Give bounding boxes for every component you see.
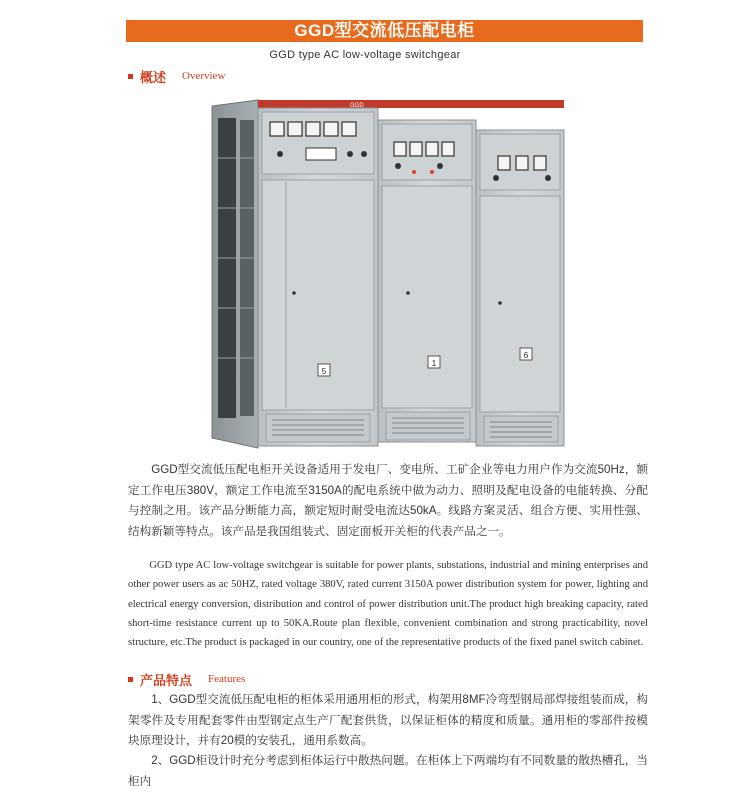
page-subtitle: GGD type AC low-voltage switchgear bbox=[269, 49, 461, 61]
cabinet-label: GGD bbox=[448, 114, 462, 120]
page-title: GGD型交流低压配电柜 bbox=[126, 20, 643, 42]
cabinet-label: GGD bbox=[532, 124, 546, 130]
panel-number: 1 bbox=[431, 359, 437, 368]
features-heading-en: Features bbox=[208, 673, 246, 685]
features-heading-zh: 产品特点 bbox=[140, 672, 193, 688]
overview-text-zh: GGD型交流低压配电柜开关设备适用于发电厂、变电所、工矿企业等电力用户作为交流50Hz，额定工作电压380V，额定工作电流至3150A的配电系统中做为动力、照明及配电设备的电能转换、分配与控制之用。该产品分断能力高，额定短时耐受电流达50kA。线路方案灵活、组合方便、实用性强、结构新颖等特点。该产品是我国组装式、固定面板开关柜的代表产品之一。 bbox=[128, 463, 648, 538]
overview-heading bbox=[128, 68, 225, 84]
bullet-icon bbox=[128, 677, 133, 682]
overview-heading-en: Overview bbox=[182, 70, 226, 82]
features-heading bbox=[128, 671, 245, 687]
feature-item: 2、GGD柜设计时充分考虑到柜体运行中散热问题。在柜体上下两端均有不同数量的散热槽孔，当柜内 bbox=[128, 754, 648, 788]
panel-number: 5 bbox=[321, 367, 327, 376]
overview-heading-zh: 概述 bbox=[140, 69, 167, 85]
bullet-icon bbox=[128, 74, 133, 79]
feature-item: 1、GGD型交流低压配电柜的柜体采用通用柜的形式，构架用8MF冷弯型钢局部焊接组装而成，构架零件及专用配套零件由型钢定点生产厂配套供货，以保证柜体的精度和质量。通用柜的零部件按模块原理设计，并有20模的安装孔，通用系数高。 bbox=[128, 693, 648, 747]
switchgear-photo bbox=[210, 98, 567, 450]
cabinet-label: GGD bbox=[350, 103, 364, 109]
overview-text-en: GGD type AC low-voltage switchgear is suitable for power plants, substations, industrial and mining enterprises and other power users as ac 50HZ, rated voltage 380V, rated current 3150A power distribution system for power, lighting and electrical energy conversion, distribution and control of power distribution unit.The product high breaking capacity, rated short-time resistance current up to 50KA.Route plan flexible, convenient combination and strong practicability, novel structure, etc.The product is packaged in our country, one of the representative products of the fixed panel switch cabinet. bbox=[128, 560, 648, 649]
panel-number: 6 bbox=[523, 351, 529, 360]
